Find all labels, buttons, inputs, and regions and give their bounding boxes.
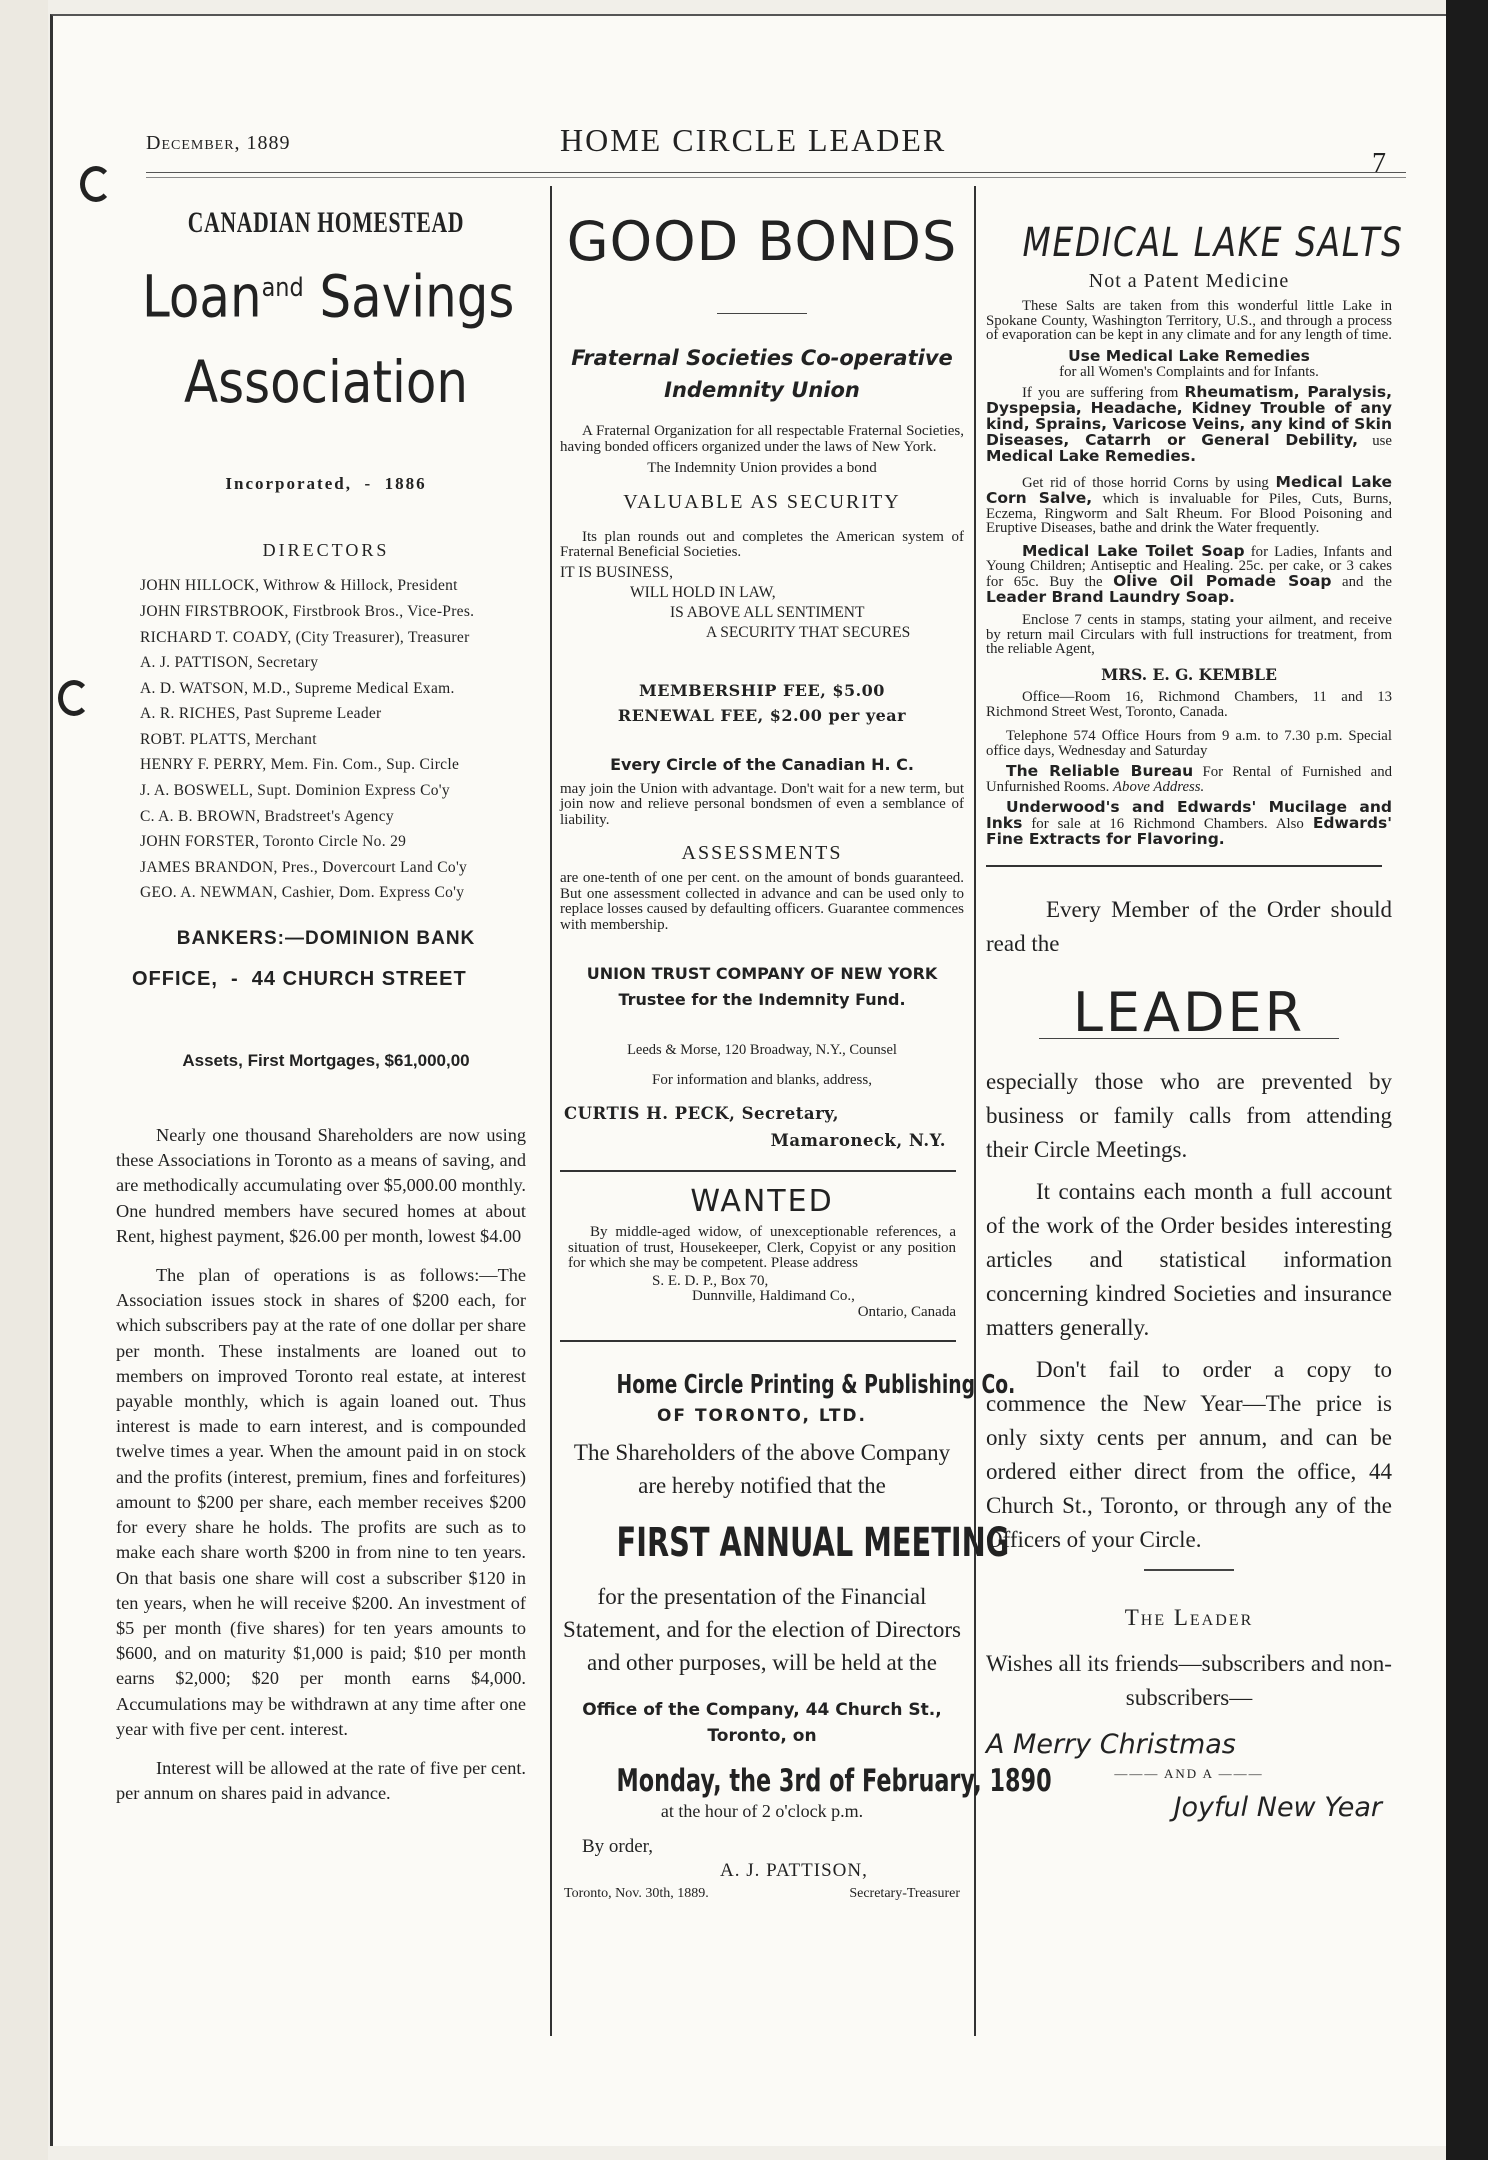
wanted-text: By middle-aged widow, of unexceptionable references, a situation of trust, Housekeeper, Clerk, Copyist or any position for which she may be competent. Please address xyxy=(568,1224,956,1271)
wanted-address xyxy=(560,1274,964,1321)
union-trust xyxy=(560,961,964,1013)
union-trust-line: UNION TRUST COMPANY OF NEW YORK xyxy=(586,964,938,983)
the-leader-signoff: The Leader xyxy=(1124,1605,1254,1631)
assessments-text: are one-tenth of one per cent. on the amount of bonds guaranteed. But one assessment collected in advance and can be used only to replace losses caused by defaulting officers. Guarantee commences with membership. xyxy=(560,870,964,933)
telephone-text: Telephone 574 Office Hours from 9 a.m. to 7.30 p.m. Special office days, Wednesday and Saturday xyxy=(986,728,1392,759)
and-a-line: ——— AND A ——— xyxy=(1114,1766,1264,1782)
office-of-company: Office of the Company, 44 Church St., Toronto, on xyxy=(582,1700,942,1746)
every-circle-heading: Every Circle of the Canadian H. C. xyxy=(610,754,914,774)
corn-salve: Medical Lake Corn Salve, xyxy=(986,473,1392,507)
text: which is invaluable for Piles, Cuts, Burns, Eczema, Ringworm and Salt Rheum. For Blood Poisoning and Eruptive Diseases, bathe and drink the Water frequently. xyxy=(986,490,1392,537)
column-divider xyxy=(974,186,976,2036)
section-rule xyxy=(560,1340,956,1342)
edwards: Edwards' Fine Extracts for Flavoring. xyxy=(986,814,1392,848)
header-title: HOME CIRCLE LEADER xyxy=(560,122,947,158)
text: for sale at 16 Richmond Chambers. Also xyxy=(1022,816,1313,833)
page-header xyxy=(146,122,1386,179)
section-rule xyxy=(986,865,1382,867)
contains-text: It contains each month a full account of the work of the Order besides interesting articles and statistical information concerning kindred Societies and insurance matters generally. xyxy=(986,1179,1392,1341)
fraternal-title xyxy=(560,342,964,406)
fraternal-title-line: Indemnity Union xyxy=(664,378,860,402)
paragraph: Interest will be allowed at the rate of five per cent. per annum on shares paid in advance. xyxy=(116,1757,526,1804)
column-homestead-ad xyxy=(112,200,540,1806)
address-line: Ontario, Canada xyxy=(857,1303,956,1320)
and-a: AND A xyxy=(1163,1766,1214,1782)
merry-christmas: A Merry Christmas xyxy=(986,1729,1236,1761)
director-item: JOHN FIRSTBROOK, Firstbrook Bros., Vice-Pres. xyxy=(140,602,475,620)
homestead-body xyxy=(112,1123,540,1806)
meeting-date: Monday, the 3rd of February, 1890 xyxy=(616,1763,1052,1799)
corns-para xyxy=(986,475,1392,535)
director-item: ROBT. PLATTS, Merchant xyxy=(140,730,317,748)
of-toronto-line: OF TORONTO, LTD. xyxy=(656,1406,868,1426)
directors-heading: DIRECTORS xyxy=(262,540,390,561)
by-order: By order, xyxy=(582,1836,653,1857)
plan-text: Its plan rounds out and completes the American system of Fraternal Beneficial Societies. xyxy=(560,528,964,560)
header-rule xyxy=(146,172,1406,173)
ad-title-loan xyxy=(141,256,515,331)
leader-title: LEADER xyxy=(1072,981,1306,1045)
incorporated-line: Incorporated, - 1886 xyxy=(225,474,427,494)
page-number: 7 xyxy=(1372,148,1386,179)
bankers-line: BANKERS:—DOMINION BANK xyxy=(176,928,476,950)
medical-lake-salts-title: MEDICAL LAKE SALTS xyxy=(1022,220,1404,266)
header-rule xyxy=(146,177,1406,178)
title-loan: Loan xyxy=(141,262,262,331)
signatory: A. J. PATTISON, xyxy=(720,1860,868,1881)
business-line: A SECURITY THAT SECURES xyxy=(706,623,911,641)
dateline-row xyxy=(560,1886,964,1902)
union-trust-line: Trustee for the Indemnity Fund. xyxy=(618,990,906,1009)
divider xyxy=(1144,1569,1234,1571)
counsel-line: Leeds & Morse, 120 Broadway, N.Y., Counsel xyxy=(627,1042,897,1058)
first-annual-meeting: FIRST ANNUAL MEETING xyxy=(616,1520,1010,1566)
info-line: For information and blanks, address, xyxy=(652,1071,872,1088)
director-item: RICHARD T. COADY, (City Treasurer), Treasurer xyxy=(140,628,470,646)
secretary-treasurer: Secretary-Treasurer xyxy=(849,1886,960,1901)
text: For Rental of Furnished and Unfurnished Rooms. xyxy=(986,764,1392,795)
address-line: S. E. D. P., Box 70, xyxy=(652,1272,769,1289)
column-medical-ad xyxy=(986,220,1404,1824)
assessments-heading: ASSESSMENTS xyxy=(681,842,843,864)
paragraph: Nearly one thousand Shareholders are now using these Associations in Toronto as a means of saving, and are methodically accumulating over $5,000.00 monthly. One hundred members have secured homes at about Rent, highest payment, $26.00 per month, lowest $4.00 xyxy=(116,1125,526,1246)
address-line: Dunnville, Haldimand Co., xyxy=(692,1288,855,1304)
text: for Ladies, Infants and Young Children; Antiseptic and Healing. 25c. per cake, or 3 cakes for 65c. Buy the xyxy=(986,543,1393,590)
join-text: may join the Union with advantage. Don't wait for a new term, but join now and relieve personal bondsmen of even a semblance of liability. xyxy=(560,780,964,828)
director-item: JOHN HILLOCK, Withrow & Hillock, President xyxy=(140,577,458,595)
valuable-heading: VALUABLE AS SECURITY xyxy=(623,490,901,513)
use-remedies: Use Medical Lake Remedies xyxy=(1068,346,1310,365)
bureau-para xyxy=(986,764,1392,794)
section-rule xyxy=(560,1170,956,1172)
header-date: December, 1889 xyxy=(146,132,291,154)
shareholders-text: The Shareholders of the above Company are hereby notified that the xyxy=(573,1440,951,1498)
director-item: JOHN FORSTER, Toronto Circle No. 29 xyxy=(140,833,407,851)
column-divider xyxy=(550,186,552,2036)
agent-name: MRS. E. G. KEMBLE xyxy=(1101,664,1277,684)
olive-soap: Olive Oil Pomade Soap xyxy=(1113,571,1332,590)
every-member-text: Every Member of the Order should read the xyxy=(986,897,1392,957)
title-and: and xyxy=(261,273,304,303)
text: Above Address. xyxy=(1113,778,1205,795)
laundry-soap: Leader Brand Laundry Soap. xyxy=(986,587,1235,606)
director-item: C. A. B. BROWN, Bradstreet's Agency xyxy=(140,807,394,825)
business-lines xyxy=(560,563,964,643)
wishes-text: Wishes all its friends—subscribers and non-subscribers— xyxy=(986,1651,1392,1711)
fraternal-title-line: Fraternal Societies Co-operative xyxy=(571,346,953,370)
ailments: Rheumatism, Paralysis, Dyspepsia, Headache, Kidney Trouble of any kind, Sprains, Varicose Veins, any kind of Skin Diseases, Catarrh or General Debility, xyxy=(986,383,1392,450)
meeting-hour: at the hour of 2 o'clock p.m. xyxy=(660,1801,864,1821)
underwoods: Underwood's and Edwards' Mucilage and Inks xyxy=(986,798,1392,833)
assets-line: Assets, First Mortgages, $61,000,00 xyxy=(182,1051,470,1071)
director-item: J. A. BOSWELL, Supt. Dominion Express Co'y xyxy=(140,782,450,800)
not-patent-line: Not a Patent Medicine xyxy=(1088,270,1290,292)
text: use xyxy=(1358,433,1392,450)
especially-text: especially those who are prevented by business or family calls from attending their Circle Meetings. xyxy=(986,1069,1392,1163)
bureau-name: The Reliable Bureau xyxy=(1006,762,1194,781)
printing-company-title: Home Circle Printing & Publishing Co. xyxy=(616,1370,1016,1400)
joyful-new-year: Joyful New Year xyxy=(1173,1792,1382,1824)
enclose-text: Enclose 7 cents in stamps, stating your ailment, and receive by return mail Circulars with full instructions for treatment, from the reliable Agent, xyxy=(986,612,1392,658)
remedies-name: Medical Lake Remedies. xyxy=(986,447,1196,466)
business-line: IT IS BUSINESS, xyxy=(560,563,673,581)
good-bonds-title: GOOD BONDS xyxy=(566,210,958,273)
intro-text: A Fraternal Organization for all respectable Fraternal Societies, having bonded officers organized under the laws of New York. xyxy=(560,423,964,455)
binding-hole-icon xyxy=(58,680,90,716)
womens-line: for all Women's Complaints and for Infants. xyxy=(1059,363,1319,380)
ad-title: CANADIAN HOMESTEAD xyxy=(187,206,465,239)
salts-text: These Salts are taken from this wonderful little Lake in Spokane County, Washington Territory, U.S., and through a process of evaporation can be kept in any climate and for any length of time. xyxy=(986,298,1392,344)
scan-edge-right xyxy=(1446,0,1488,2160)
ad-title-association: Association xyxy=(183,348,469,417)
soap-para xyxy=(986,541,1393,606)
office-line: OFFICE, - 44 CHURCH STREET xyxy=(132,968,467,991)
binding-hole-icon xyxy=(80,166,112,202)
director-item: HENRY F. PERRY, Mem. Fin. Com., Sup. Circle xyxy=(140,756,460,774)
director-item: A. D. WATSON, M.D., Supreme Medical Exam. xyxy=(140,679,455,697)
column-bonds-ad xyxy=(560,210,1052,1902)
mamaroneck-line: Mamaroneck, N.Y. xyxy=(770,1131,946,1150)
director-item: GEO. A. NEWMAN, Cashier, Dom. Express Co'y xyxy=(140,884,465,902)
directors-list xyxy=(112,573,540,906)
paragraph: The plan of operations is as follows:—The Association issues stock in shares of $200 each, for which subscribers pay at the rate of one dollar per share per month. These instalments are loaned out to members on improved Toronto real estate, at interest payable monthly, which is again loaned out. Thus interest is made to earn interest, and is compounded twelve times a year. When the amount paid in on stock and the profits (interest, premium, fines and forfeitures) amount to $200 per share, each member receives $200 for every share he holds. The profits are such as to make each share worth $200 in from nine to ten years. On that basis one share will cost a subscriber $120 in ten years, when he will receive $200. An investment of $5 per month (five shares) for ten years amounts to $600, and on maturity $1,000 is paid; $10 per month earns $2,000; $20 per month earns $4,000. Accumulations may be withdrawn at any time after one year with five per cent. interest. xyxy=(116,1265,526,1739)
underwoods-para xyxy=(986,800,1392,847)
divider xyxy=(717,313,807,314)
membership-fee: MEMBERSHIP FEE, $5.00 xyxy=(639,680,885,700)
text: and the xyxy=(1331,573,1392,590)
ailments-para xyxy=(986,385,1392,465)
dateline: Toronto, Nov. 30th, 1889. xyxy=(564,1886,709,1901)
text: Get rid of those horrid Corns by using xyxy=(1022,475,1276,492)
wanted-heading: WANTED xyxy=(690,1184,834,1219)
office-text: Office—Room 16, Richmond Chambers, 11 and 13 Richmond Street West, Toronto, Canada. xyxy=(986,688,1392,720)
director-item: A. J. PATTISON, Secretary xyxy=(140,654,319,672)
business-line: IS ABOVE ALL SENTIMENT xyxy=(670,603,865,621)
business-line: WILL HOLD IN LAW, xyxy=(630,583,776,601)
text: If you are suffering from xyxy=(1022,385,1185,402)
curtis-line: CURTIS H. PECK, Secretary, xyxy=(564,1104,840,1123)
director-item: A. R. RICHES, Past Supreme Leader xyxy=(140,705,382,723)
dont-fail-text: Don't fail to order a copy to commence the New Year—The price is only sixty cents per annum, and can be ordered either direct from the office, 44 Church St., Toronto, or through any of the Officers of your Circle. xyxy=(986,1357,1392,1553)
presentation-text: for the presentation of the Financial Statement, and for the election of Directors and other purposes, will be held at the xyxy=(563,1584,961,1675)
provides-text: The Indemnity Union provides a bond xyxy=(647,460,877,476)
director-item: JAMES BRANDON, Pres., Dovercourt Land Co'y xyxy=(140,858,468,876)
scan-margin-left xyxy=(0,0,48,2160)
toilet-soap: Medical Lake Toilet Soap xyxy=(1022,541,1245,560)
title-savings: Savings xyxy=(319,262,515,331)
renewal-fee: RENEWAL FEE, $2.00 per year xyxy=(617,705,907,725)
